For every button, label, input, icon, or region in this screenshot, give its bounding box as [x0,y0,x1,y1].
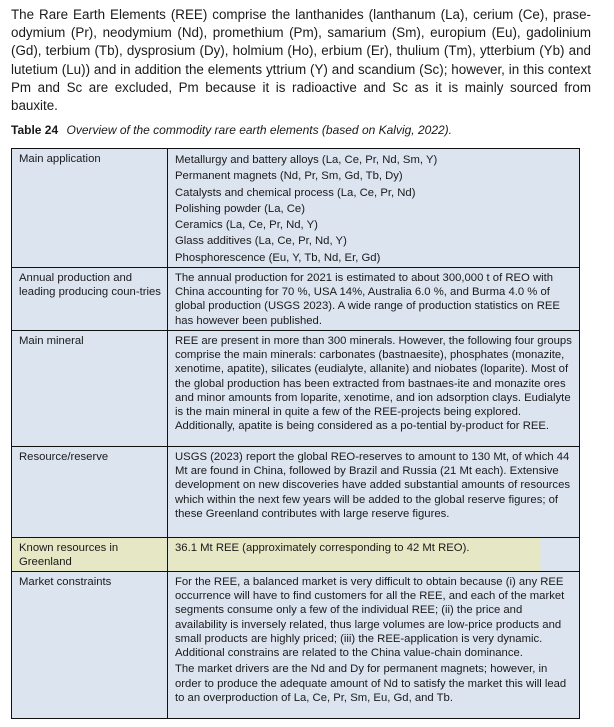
row-value [168,268,580,331]
row-key: Resource/reserve [12,447,168,538]
row-paragraph: For the REE, a balanced market is very difficult to obtain because (i) any REE occurrence will have to find customers for all the REE, and each of the market segments consume only a few of the individual REE; (ii) the price and availability is inversely related, thus large volumes are low-price products and small products are highly priced; (iii) the REE-application is very dynamic. Additional constrains are related to the China value-chain dominance. [175,576,565,660]
application-line: Polishing powder (La, Ce) [175,202,305,215]
application-line: Metallurgy and battery alloys (La, Ce, Pr, Nd, Sm, Y) [175,154,438,166]
row-paragraph: The market drivers are the Nd and Dy for permanent magnets; however, in order to produce the adequate amount of Nd to satisfy the market this will lead to an overproduction of La, Ce, Pr, Sm, Eu, Gd, and Tb. [175,663,567,704]
row-paragraph: USGS (2023) report the global REO-reserves to amount to 130 Mt, of which 44 Mt are found in China, followed by Brazil and Russia (21 Mt each). Extensive development on new discoveries have added substantial amounts of resources which within the next few years will be added to the global reserve figures; of these Greenland contributes with large reserve figures. [175,451,570,520]
table-row-market-constraints [12,572,580,719]
row-key: Market constraints [12,572,168,719]
application-line: Phosphorescence (Eu, Y, Tb, Nd, Er, Gd) [175,251,381,264]
row-key: Main mineral [12,331,168,447]
ree-overview-table [11,148,580,719]
row-paragraph: The annual production for 2021 is estimated to about 300,000 t of REO with China accounting for 70 %, USA 14%, Australia 6.0 %, and Burma 4.0 % of global production (USGS 2023). A wide range of production statistics on REE has however been published. [175,272,560,327]
table-row-annual-production [12,268,580,331]
application-line: Glass additives (La, Ce, Pr, Nd, Y) [175,235,347,248]
row-key: Known resources in Greenland [12,538,168,572]
table-caption-text: Overview of the commodity rare earth elements (based on Kalvig, 2022). [66,123,453,137]
table-caption-label: Table 24 [11,123,59,137]
table-row-known-resources-greenland [12,538,580,572]
row-value [168,572,580,719]
table-caption [11,123,452,137]
application-line: Catalysts and chemical process (La, Ce, Pr, Nd) [175,186,416,199]
row-value [168,149,580,268]
row-key: Annual production and leading producing coun-tries [12,268,168,331]
table-row-main-application [12,149,580,268]
row-paragraph: REE are present in more than 300 minerals. However, the following four groups comprise the main minerals: carbonates (bastnaesite), phosphates (monazite, xenotime, apatite), silicates (eudialyte, allanite) and niobates (loparite). Most of the global production has been extracted from bastnaes-ite and monazite ores and minor amounts from loparite, xenotime, and ion adsorption clays. Eudialyte is the main mineral in quite a few of the REE-projects being explored. Additionally, apatite is being considered as a po-tential by-product for REE. [175,335,572,433]
table-row-resource-reserve [12,447,580,538]
row-value [168,447,580,538]
intro-paragraph: The Rare Earth Elements (REE) comprise the lanthanides (lanthanum (La), cerium (Ce), prase-odymium (Pr), neodymium (Nd), promethium (Pm), samarium (Sm), europium (Eu), gadolinium (Gd), terbium (Tb), dysprosium (Dy), holmium (Ho), erbium (Er), thulium (Tm), ytterbium (Yb) and lutetium (Lu)) and in addition the elements yttrium (Y) and scandium (Sc); however, in this context Pm and Sc are excluded, Pm because it is radioactive and Sc as it is mainly sourced from bauxite. [11,7,591,114]
row-value [168,538,580,572]
application-line: Permanent magnets (Nd, Pr, Sm, Gd, Tb, Dy) [175,170,403,183]
table-row-main-mineral [12,331,580,447]
row-paragraph: 36.1 Mt REE (approximately corresponding to 42 Mt REO). [175,542,470,555]
application-line: Ceramics (La, Ce, Pr, Nd, Y) [175,219,318,232]
row-key: Main application [12,149,168,268]
row-value [168,331,580,447]
